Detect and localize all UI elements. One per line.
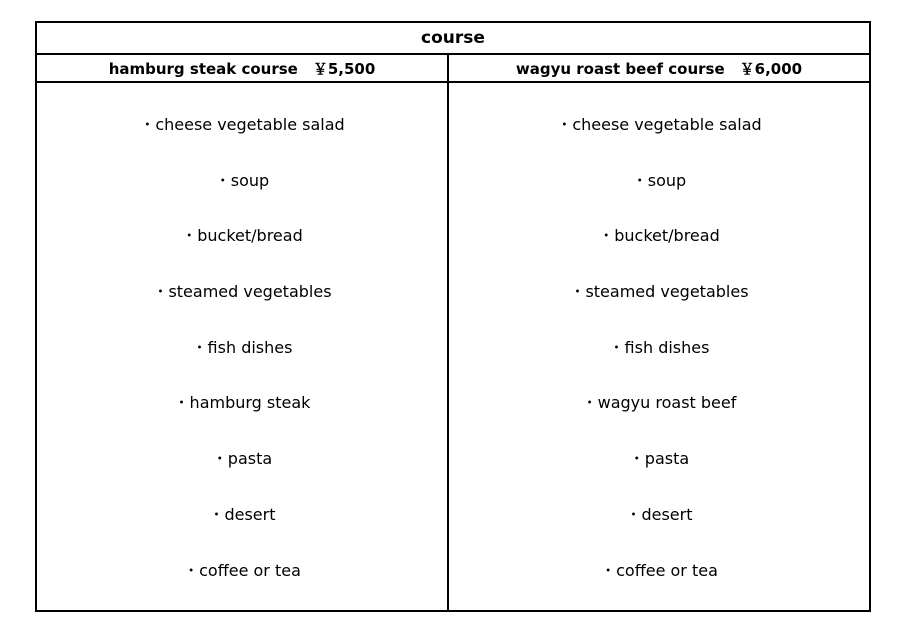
- wagyu-course-header: wagyu roast beef course ￥6,000: [515, 59, 803, 78]
- course-item: ・coffee or tea: [183, 561, 301, 580]
- wagyu-course-items: [449, 83, 869, 610]
- course-item: ・wagyu roast beef: [581, 393, 737, 412]
- course-item: ・coffee or tea: [600, 561, 718, 580]
- course-menu-table: [35, 21, 871, 612]
- course-header-row: [37, 55, 869, 83]
- course-item: ・bucket/bread: [598, 226, 720, 245]
- course-item: ・cheese vegetable salad: [139, 115, 345, 134]
- hamburg-course-items: [37, 83, 447, 610]
- course-item: ・bucket/bread: [181, 226, 303, 245]
- course-item: ・fish dishes: [608, 338, 710, 357]
- course-item: ・fish dishes: [191, 338, 293, 357]
- course-item: ・soup: [631, 171, 687, 190]
- course-item: ・desert: [208, 505, 276, 524]
- course-item: ・pasta: [211, 449, 273, 468]
- course-item: ・cheese vegetable salad: [556, 115, 762, 134]
- table-title: course: [37, 23, 869, 55]
- course-item: ・desert: [625, 505, 693, 524]
- course-item: ・hamburg steak: [173, 393, 311, 412]
- course-item: ・pasta: [628, 449, 690, 468]
- hamburg-course-header: hamburg steak course ￥5,500: [108, 59, 376, 78]
- course-item: ・steamed vegetables: [152, 282, 332, 301]
- course-item: ・soup: [214, 171, 270, 190]
- course-item: ・steamed vegetables: [569, 282, 749, 301]
